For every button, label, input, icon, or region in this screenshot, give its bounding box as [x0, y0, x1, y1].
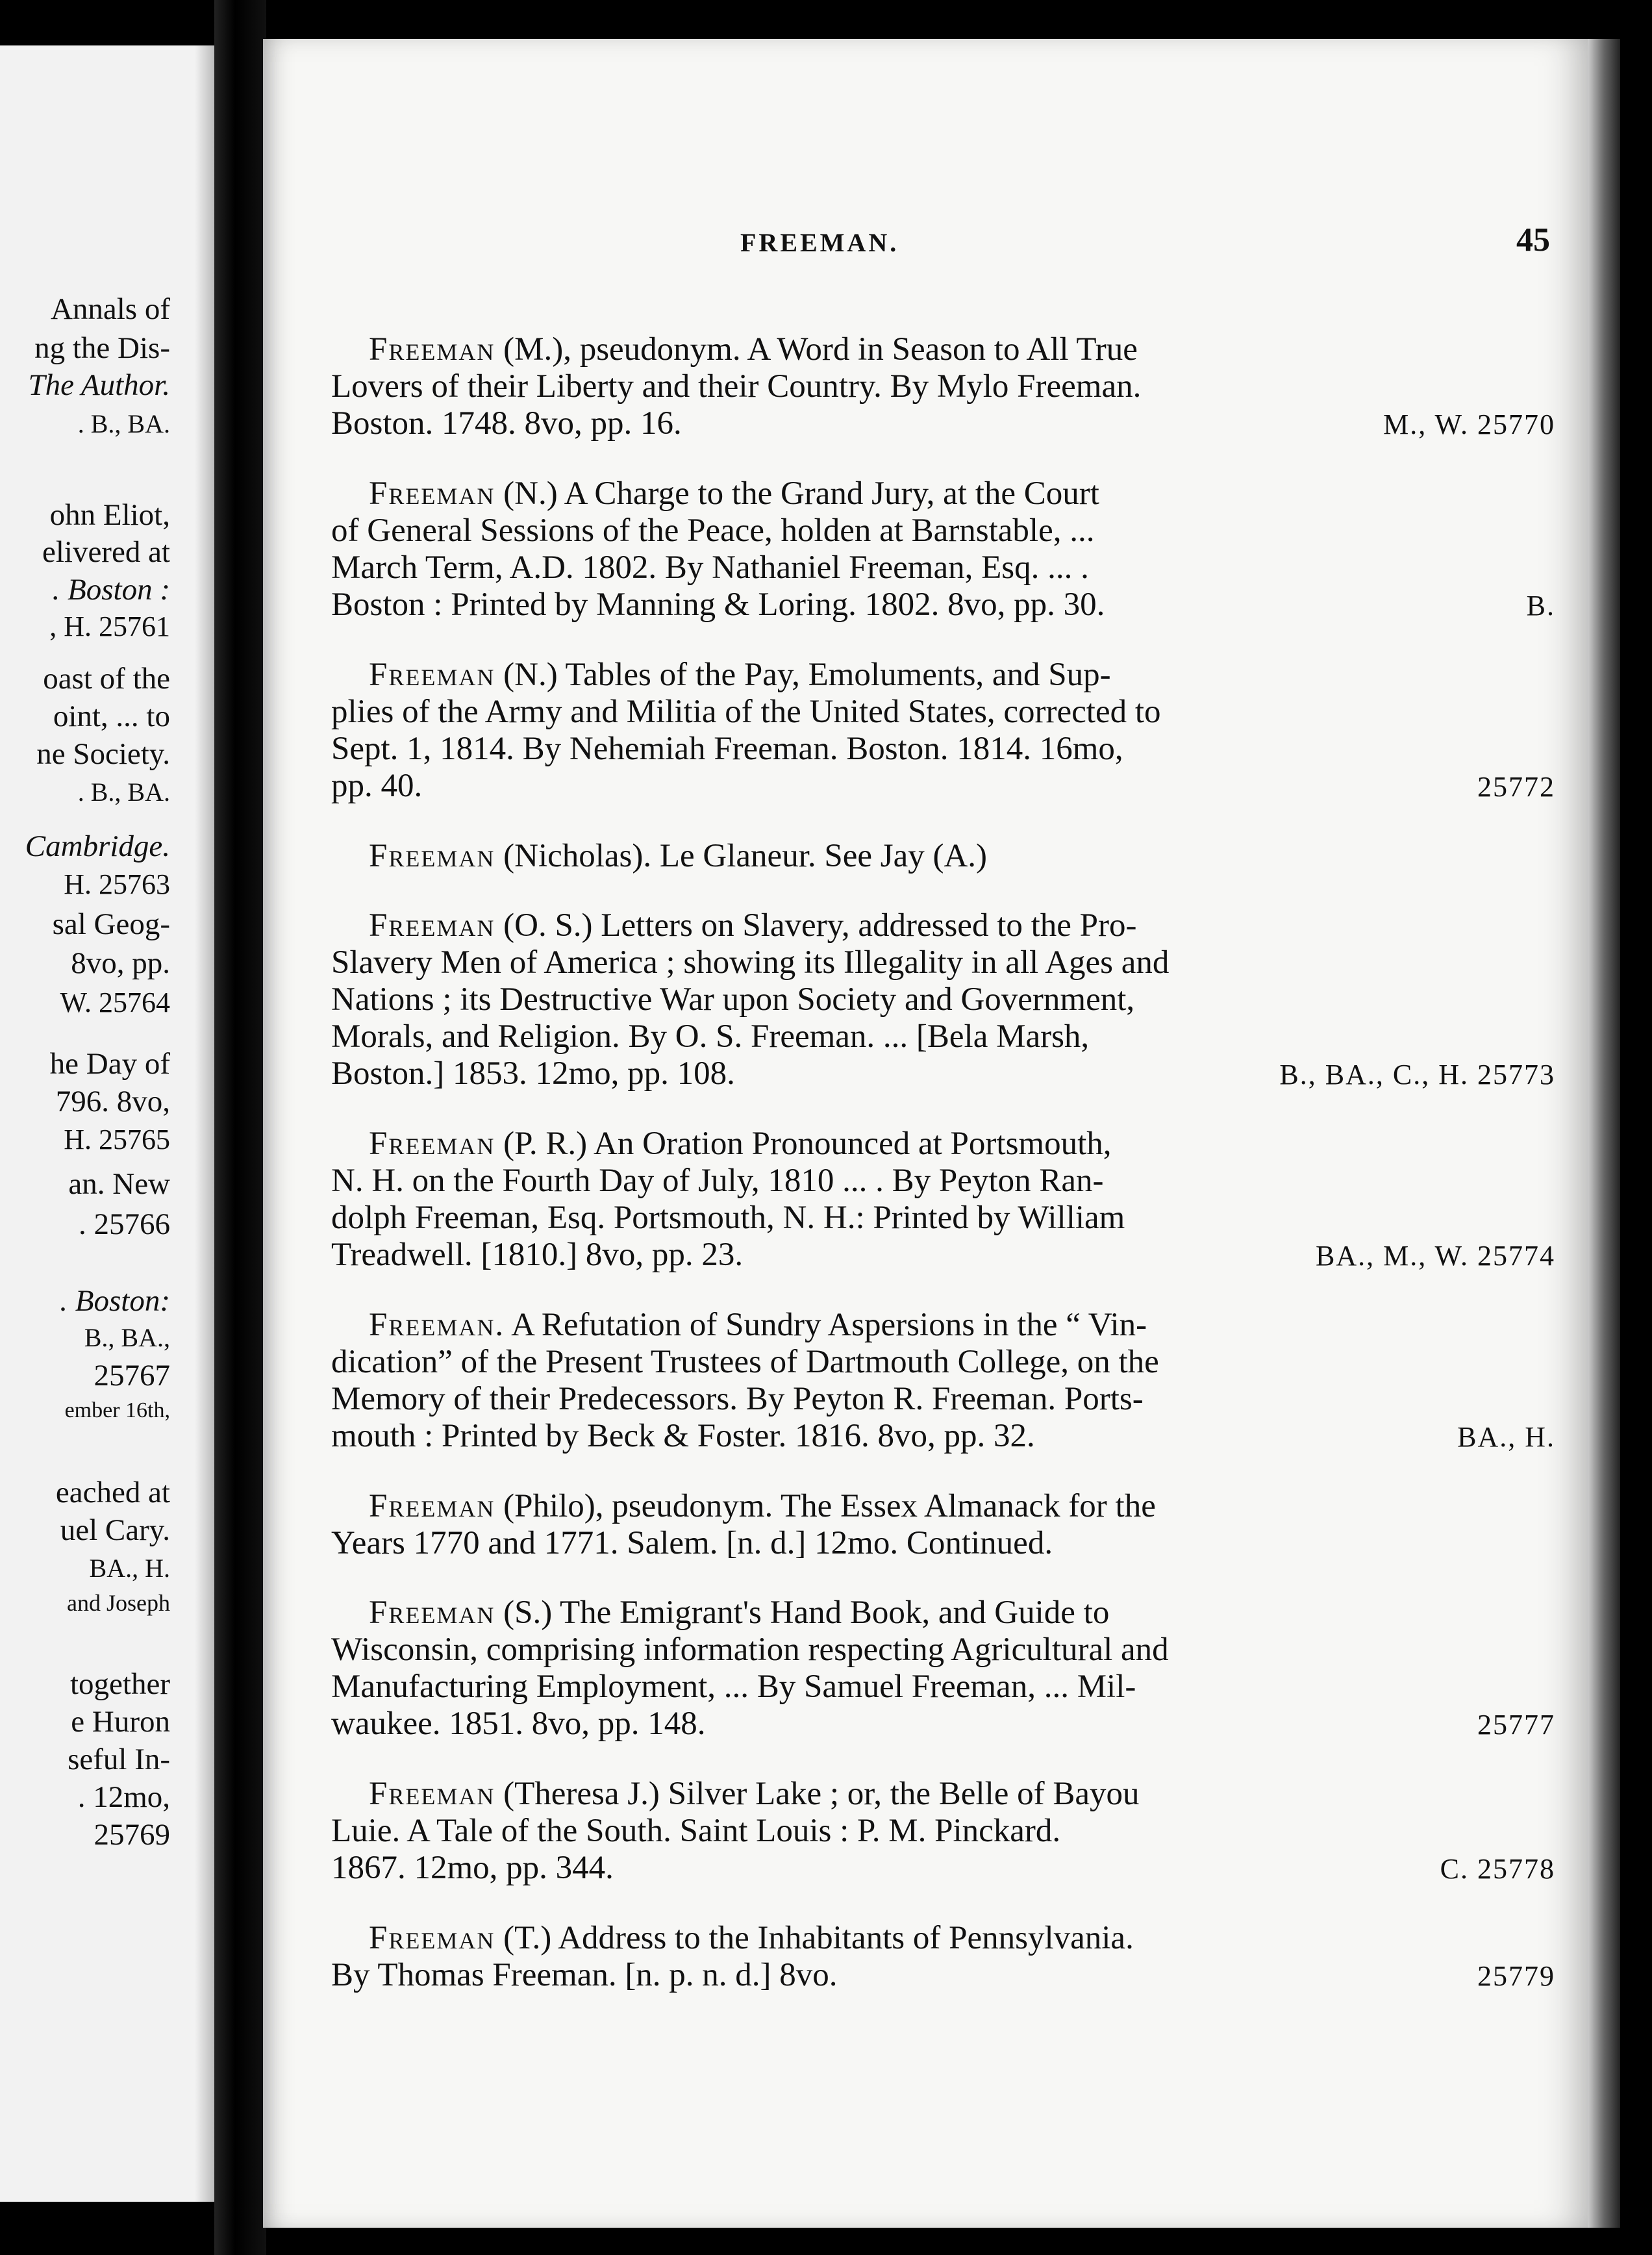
bibliography-entry [331, 331, 1555, 443]
bibliography-entry [331, 1307, 1555, 1455]
entry-text: (N.) Tables of the Pay, Emoluments, and Sup- [503, 657, 1111, 693]
entry-text: (P. R.) An Oration Pronounced at Portsmouth, [503, 1126, 1112, 1162]
left-fragment: an. New [68, 1167, 170, 1201]
entry-line [331, 368, 1555, 405]
entry-head: Freeman [369, 1594, 495, 1631]
entry-line [331, 731, 1555, 768]
entry-head: Freeman [369, 475, 495, 512]
entry-text: dolph Freeman, Esq. Portsmouth, N. H.: Printed by William [331, 1200, 1125, 1236]
left-fragment: W. 25764 [60, 987, 170, 1018]
entry-text: Wisconsin, comprising information respecting Agricultural and [331, 1631, 1169, 1668]
entry-line [331, 1594, 1555, 1631]
entry-line [331, 1813, 1555, 1850]
entry-text: Slavery Men of America ; showing its Illegality in all Ages and [331, 944, 1170, 981]
bibliography-entry [331, 657, 1555, 805]
entry-last-line [331, 1418, 1555, 1455]
entry-last-line [331, 1957, 1555, 1995]
left-page [0, 45, 214, 2202]
entry-line [331, 1307, 1555, 1344]
entry-text: A Refutation of Sundry Aspersions in the “ Vin- [511, 1307, 1147, 1343]
page-number: 45 [1516, 221, 1550, 258]
entry-catalog-number: M., W. 25770 [1383, 409, 1555, 440]
entry-text: of General Sessions of the Peace, holden at Barnstable, ... [331, 512, 1095, 549]
entry-imprint: Boston.] 1853. 12mo, pp. 108. [331, 1055, 735, 1092]
entry-line [331, 1163, 1555, 1200]
left-fragment: ember 16th, [64, 1398, 170, 1422]
entry-last-line-left [331, 1850, 614, 1887]
entry-line [331, 512, 1555, 549]
entry-last-line [331, 1850, 1555, 1887]
entry-head: Freeman [369, 907, 495, 944]
entry-last-line [331, 1055, 1555, 1093]
left-fragment: H. 25765 [64, 1124, 170, 1155]
entry-head: Freeman [369, 1126, 495, 1162]
entry-head: Freeman [369, 838, 495, 874]
entry-text: (Philo), pseudonym. The Essex Almanack for the [503, 1488, 1156, 1524]
entry-last-line-left [331, 838, 987, 875]
entry-text: N. H. on the Fourth Day of July, 1810 ... . By Peyton Ran- [331, 1163, 1104, 1199]
bibliography-entry [331, 1776, 1555, 1887]
entry-last-line-left [331, 586, 1105, 624]
entry-last-line-left [331, 405, 682, 442]
right-page [263, 39, 1588, 2228]
entry-imprint: pp. 40. [331, 768, 423, 804]
bibliography-entries [331, 331, 1555, 2027]
left-fragment: oast of the [43, 662, 170, 696]
entry-line [331, 475, 1555, 512]
entry-text: Nations ; its Destructive War upon Society and Government, [331, 981, 1135, 1018]
entry-text: (Theresa J.) Silver Lake ; or, the Belle of Bayou [503, 1776, 1140, 1812]
entry-catalog-number: C. 25778 [1440, 1853, 1555, 1885]
left-fragment: . Boston : [52, 573, 170, 607]
entry-catalog-number: 25777 [1477, 1709, 1555, 1741]
left-fragment: . 12mo, [77, 1780, 170, 1814]
entry-text: Memory of their Predecessors. By Peyton R. Freeman. Ports- [331, 1381, 1144, 1417]
entry-imprint: Treadwell. [1810.] 8vo, pp. 23. [331, 1237, 744, 1273]
entry-imprint: (Nicholas). Le Glaneur. See Jay (A.) [503, 838, 988, 874]
left-fragment: . B., BA. [77, 409, 170, 438]
book-gutter [214, 0, 266, 2255]
left-fragment: . 25766 [79, 1207, 170, 1241]
bibliography-entry [331, 838, 1555, 875]
bibliography-entry [331, 475, 1555, 624]
entry-last-line [331, 1706, 1555, 1743]
entry-line [331, 694, 1555, 731]
left-fragment: together [70, 1667, 170, 1701]
entry-imprint: 1867. 12mo, pp. 344. [331, 1850, 614, 1886]
entry-text: plies of the Army and Militia of the United States, corrected to [331, 694, 1161, 730]
entry-text: (M.), pseudonym. A Word in Season to All True [503, 331, 1138, 368]
entry-catalog-number: 25779 [1477, 1960, 1555, 1992]
entry-text: (N.) A Charge to the Grand Jury, at the Court [503, 475, 1099, 512]
entry-line [331, 1200, 1555, 1237]
left-fragment: seful In- [68, 1743, 170, 1776]
entry-last-line-left [331, 1418, 1035, 1455]
entry-text: March Term, A.D. 1802. By Nathaniel Freeman, Esq. ... . [331, 549, 1089, 586]
left-fragment: oint, ... to [53, 699, 170, 733]
left-fragment: 796. 8vo, [55, 1085, 170, 1118]
left-fragment: he Day of [49, 1047, 170, 1081]
entry-last-line [331, 1237, 1555, 1274]
left-fragment: ne Society. [36, 737, 170, 771]
entry-text: Lovers of their Liberty and their Country. By Mylo Freeman. [331, 368, 1142, 405]
entry-last-line-left [331, 1957, 838, 1994]
entry-head: Freeman [369, 657, 495, 693]
bibliography-entry [331, 1488, 1555, 1562]
left-fragment: . Boston: [60, 1284, 170, 1318]
entry-last-line-left [331, 1237, 743, 1274]
entry-line [331, 1488, 1555, 1525]
left-fragment: BA., H. [89, 1554, 170, 1583]
entry-imprint: By Thomas Freeman. [n. p. n. d.] 8vo. [331, 1957, 838, 1993]
entry-head: Freeman [369, 331, 495, 368]
entry-last-line [331, 768, 1555, 805]
left-fragment: uel Cary. [60, 1513, 170, 1547]
left-page-shadow [195, 45, 214, 2202]
entry-last-line-left [331, 1706, 706, 1743]
entry-text: (S.) The Emigrant's Hand Book, and Guide to [503, 1594, 1110, 1631]
entry-line [331, 1669, 1555, 1706]
entry-last-line [331, 405, 1555, 443]
entry-catalog-number: BA., M., W. 25774 [1316, 1240, 1555, 1272]
left-fragment: Annals of [50, 292, 170, 326]
entry-imprint: waukee. 1851. 8vo, pp. 148. [331, 1706, 706, 1742]
entry-catalog-number: B., BA., C., H. 25773 [1279, 1059, 1555, 1090]
left-fragment: B., BA., [84, 1323, 170, 1352]
entry-last-line-left [331, 1055, 735, 1092]
entry-imprint: Boston : Printed by Manning & Loring. 1802. 8vo, pp. 30. [331, 586, 1105, 623]
entry-line [331, 981, 1555, 1018]
entry-head: Freeman. [369, 1307, 505, 1343]
entry-text: Luie. A Tale of the South. Saint Louis : P. M. Pinckard. [331, 1813, 1061, 1849]
bibliography-entry [331, 1594, 1555, 1743]
entry-text: dication” of the Present Trustees of Dartmouth College, on the [331, 1344, 1159, 1380]
left-fragment: , H. 25761 [49, 611, 170, 642]
left-fragment: 25767 [94, 1359, 170, 1392]
left-fragment: H. 25763 [64, 868, 170, 900]
entry-catalog-number: B. [1526, 590, 1555, 622]
entry-line [331, 1018, 1555, 1055]
left-fragment: . B., BA. [77, 777, 170, 807]
bibliography-entry [331, 1126, 1555, 1274]
bibliography-entry [331, 907, 1555, 1093]
running-head: FREEMAN. [740, 228, 899, 257]
entry-last-line [331, 1525, 1555, 1562]
left-fragment: ng the Dis- [34, 331, 170, 365]
entry-head: Freeman [369, 1488, 495, 1524]
entry-last-line-left [331, 1525, 1053, 1562]
entry-line [331, 657, 1555, 694]
entry-line [331, 1631, 1555, 1669]
entry-line [331, 1381, 1555, 1418]
left-fragment: elivered at [42, 535, 170, 569]
entry-text: Manufacturing Employment, ... By Samuel Freeman, ... Mil- [331, 1669, 1136, 1705]
left-fragment: 25769 [94, 1818, 170, 1852]
entry-catalog-number: BA., H. [1457, 1421, 1555, 1453]
entry-line [331, 1776, 1555, 1813]
left-fragment: and Joseph [67, 1590, 170, 1616]
entry-text: Morals, and Religion. By O. S. Freeman. ... [Bela Marsh, [331, 1018, 1090, 1055]
entry-catalog-number: 25772 [1477, 771, 1555, 803]
entry-text: (T.) Address to the Inhabitants of Pennsylvania. [503, 1920, 1134, 1956]
left-fragment: 8vo, pp. [71, 946, 170, 980]
entry-imprint: Boston. 1748. 8vo, pp. 16. [331, 405, 682, 442]
page-edge [1588, 39, 1620, 2228]
entry-head: Freeman [369, 1920, 495, 1956]
entry-text: Sept. 1, 1814. By Nehemiah Freeman. Boston. 1814. 16mo, [331, 731, 1123, 767]
entry-last-line [331, 586, 1555, 624]
entry-imprint: mouth : Printed by Beck & Foster. 1816. 8vo, pp. 32. [331, 1418, 1035, 1454]
left-fragment: e Huron [71, 1705, 170, 1739]
left-fragment: eached at [55, 1476, 170, 1509]
entry-text: (O. S.) Letters on Slavery, addressed to the Pro- [503, 907, 1137, 944]
entry-last-line-left [331, 768, 422, 805]
entry-line [331, 907, 1555, 944]
left-fragment: The Author. [28, 368, 170, 402]
left-fragment: sal Geog- [52, 907, 170, 941]
entry-line [331, 331, 1555, 368]
entry-line [331, 1920, 1555, 1957]
entry-imprint: Years 1770 and 1771. Salem. [n. d.] 12mo. Continued. [331, 1525, 1053, 1561]
entry-head: Freeman [369, 1776, 495, 1812]
left-fragment: ohn Eliot, [49, 498, 170, 532]
entry-line [331, 1126, 1555, 1163]
entry-line [331, 549, 1555, 586]
entry-line [331, 1344, 1555, 1381]
entry-last-line [331, 838, 1555, 875]
entry-line [331, 944, 1555, 981]
left-fragment: Cambridge. [25, 829, 170, 863]
bibliography-entry [331, 1920, 1555, 1995]
